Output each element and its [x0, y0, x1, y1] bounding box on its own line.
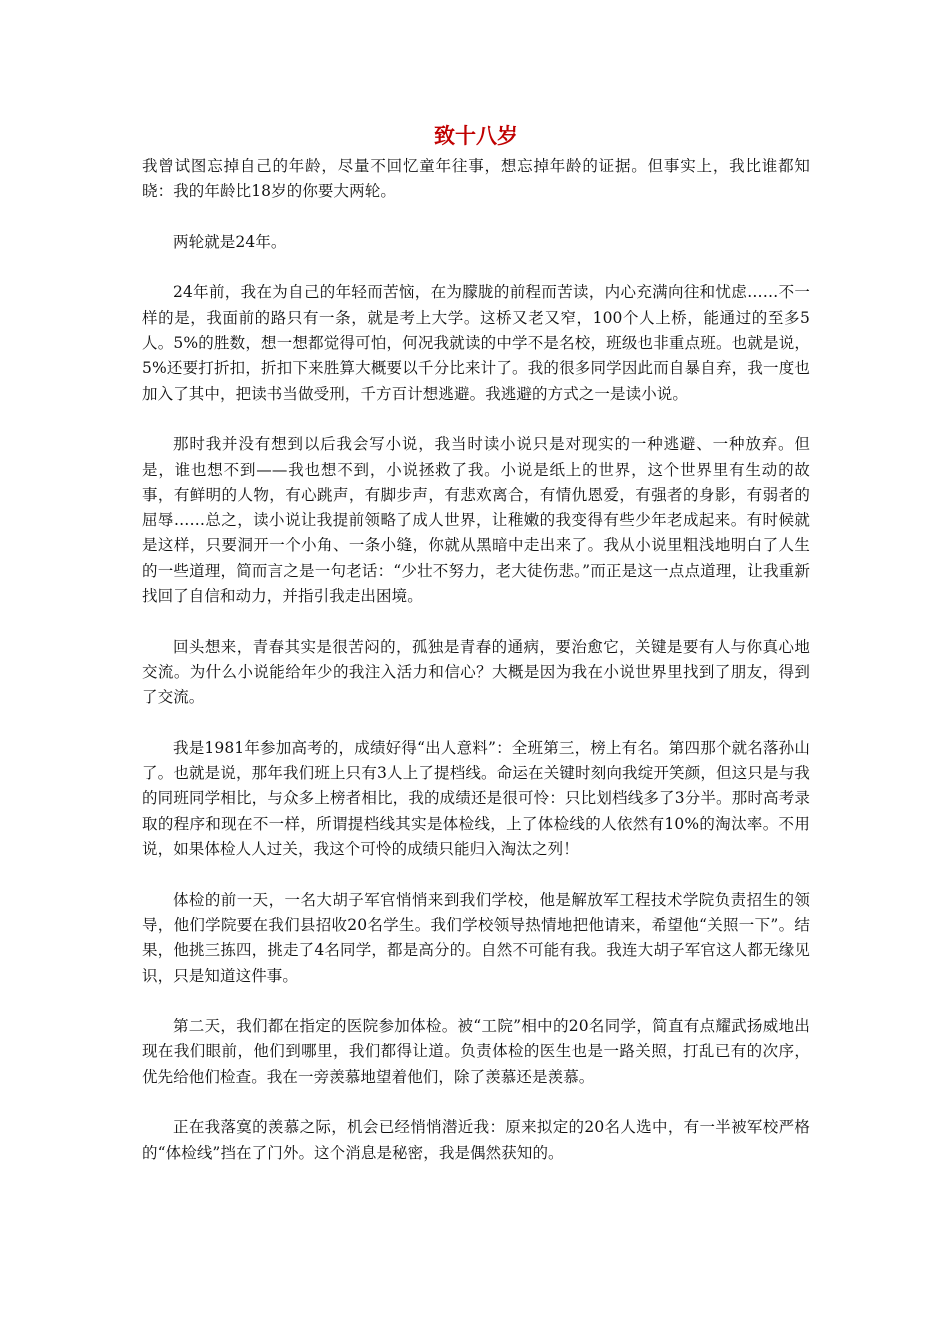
paragraph-1: 我曾试图忘掉自己的年龄，尽量不回忆童年往事，想忘掉年龄的证据。但事实上，我比谁都知晓：我的年龄比18岁的你要大两轮。	[142, 157, 810, 201]
document-page	[142, 122, 810, 1191]
paragraph-5: 回头想来，青春其实是很苦闷的，孤独是青春的通病，要治愈它，关键是要有人与你真心地交流。为什么小说能给年少的我注入活力和信心？大概是因为我在小说世界里找到了朋友，得到了交流。	[142, 637, 810, 707]
paragraph-2: 两轮就是24年。	[173, 232, 287, 251]
paragraph-9: 正在我落寞的羡慕之际，机会已经悄悄潜近我：原来拟定的20名人选中，有一半被军校严格的“体检线”挡在了门外。这个消息是秘密，我是偶然获知的。	[142, 1118, 810, 1162]
document-title: 致十八岁	[434, 124, 518, 148]
paragraph-7: 体检的前一天，一名大胡子军官悄悄来到我们学校，他是解放军工程技术学院负责招生的领导，他们学院要在我们县招收20名学生。我们学校领导热情地把他请来，希望他“关照一下”。结果，他挑三拣四，挑走了4名同学，都是高分的。自然不可能有我。我连大胡子军官这人都无缘见识，只是知道这件事。	[142, 890, 810, 985]
paragraph-6: 我是1981年参加高考的，成绩好得“出人意料”：全班第三，榜上有名。第四那个就名落孙山了。也就是说，那年我们班上只有3人上了提档线。命运在关键时刻向我绽开笑颜，但这只是与我的同班同学相比，与众多上榜者相比，我的成绩还是很可怜：只比划档线多了3分半。那时高考录取的程序和现在不一样，所谓提档线其实是体检线，上了体检线的人依然有10%的淘汰率。不用说，如果体检人人过关，我这个可怜的成绩只能归入淘汰之列！	[142, 738, 810, 859]
paragraph-4: 那时我并没有想到以后我会写小说，我当时读小说只是对现实的一种逃避、一种放弃。但是，谁也想不到——我也想不到，小说拯救了我。小说是纸上的世界，这个世界里有生动的故事，有鲜明的人物，有心跳声，有脚步声，有悲欢离合，有情仇恩爱，有强者的身影，有弱者的屈辱……总之，读小说让我提前领略了成人世界，让稚嫩的我变得有些少年老成起来。有时候就是这样，只要洞开一个小角、一条小缝，你就从黑暗中走出来了。我从小说里粗浅地明白了人生的一些道理，简而言之是一句老话：“少壮不努力，老大徒伤悲。”而正是这一点点道理，让我重新找回了自信和动力，并指引我走出困境。	[142, 435, 810, 606]
paragraph-3: 24年前，我在为自己的年轻而苦恼，在为朦胧的前程而苦读，内心充满向往和忧虑……不一样的是，我面前的路只有一条，就是考上大学。这桥又老又窄，100个人上桥，能通过的至多5人。5%的胜数，想一想都觉得可怕，何况我就读的中学不是名校，班级也非重点班。也就是说，5%还要打折扣，折扣下来胜算大概要以千分比来计了。我的很多同学因此而自暴自弃，我一度也加入了其中，把读书当做受刑，千方百计想逃避。我逃避的方式之一是读小说。	[142, 283, 810, 403]
paragraph-8: 第二天，我们都在指定的医院参加体检。被“工院”相中的20名同学，简直有点耀武扬威地出现在我们眼前，他们到哪里，我们都得让道。负责体检的医生也是一路关照，打乱已有的次序，优先给他们检查。我在一旁羡慕地望着他们，除了羡慕还是羡慕。	[142, 1017, 810, 1086]
